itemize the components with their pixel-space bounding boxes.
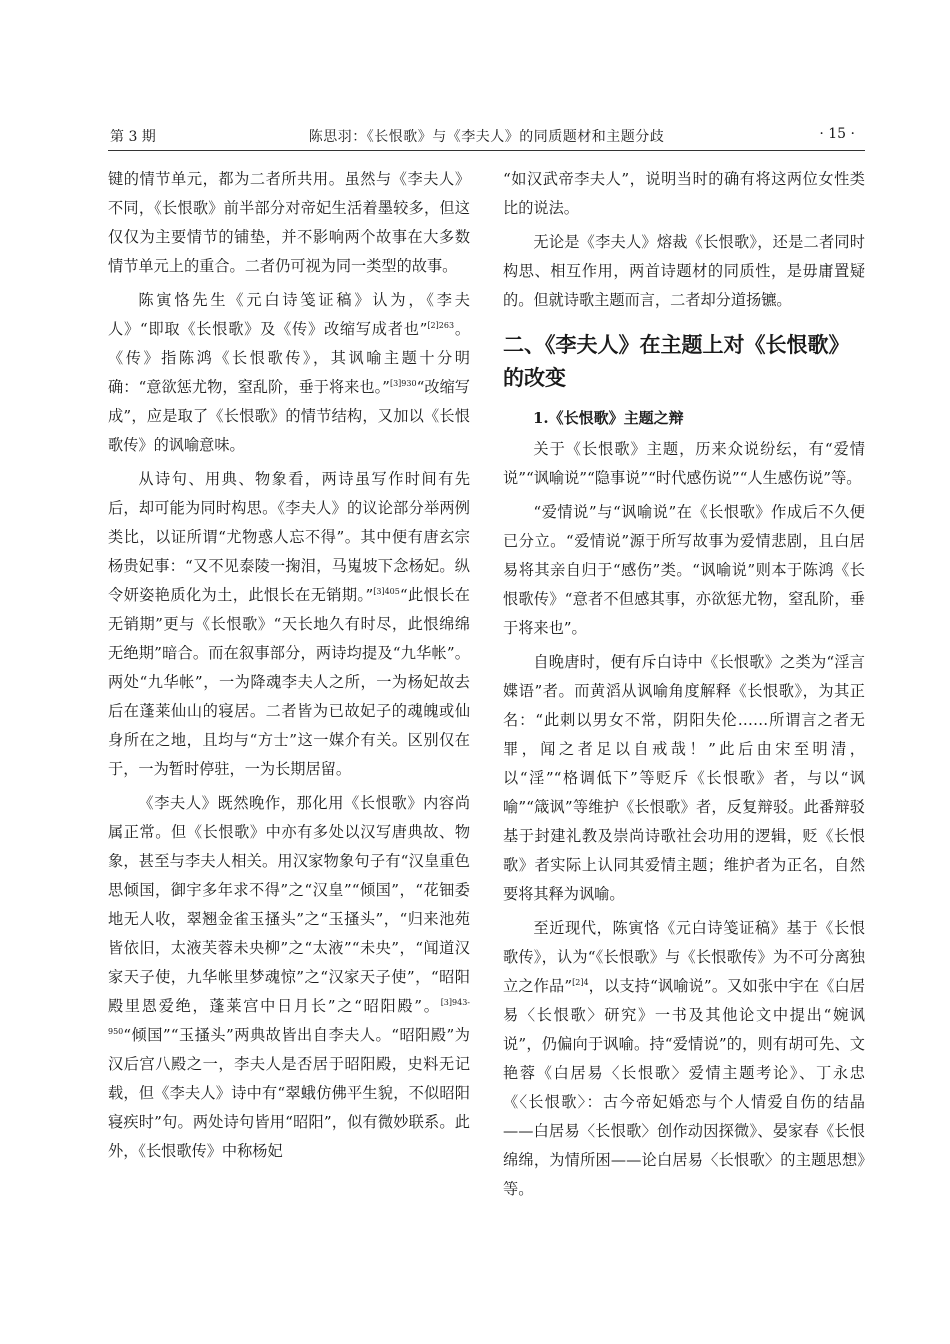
paragraph-text: 陈寅恪先生《元白诗笺证稿》认为，《李夫人》“即取《长恨歌》及《传》改缩写成者也” [108, 291, 470, 338]
paragraph: 自晚唐时，便有斥白诗中《长恨歌》之类为“淫言媟语”者。而黄滔从讽喻角度解释《长恨歌》，为其正名：“此刺以男女不常，阴阳失伦……所谓言之者无罪，闻之者足以自戒哉！”此后由宋至明清，以“淫”“格调低下”等贬斥《长恨歌》者，与以“讽喻”“箴讽”等维护《长恨歌》者，反复辩驳。此番辩驳基于封建礼教及崇尚诗歌社会功用的逻辑，贬《长恨歌》者实际上认同其爱情主题；维护者为正名，自然要将其释为讽喻。 [503, 653, 865, 903]
paragraph [108, 286, 470, 460]
citation-ref: [3]930 [389, 378, 417, 388]
right-column [503, 165, 865, 1209]
left-column [108, 165, 470, 1171]
paragraph-text: 至近现代，陈寅恪《元白诗笺证稿》基于《长恨歌传》，认为“《长恨歌》与《长恨歌传》为不可分离独立之作品” [503, 919, 865, 995]
citation-ref: [2]4 [572, 977, 589, 987]
section-heading: 二、《李夫人》在主题上对《长恨歌》的改变 [503, 333, 850, 390]
running-header [108, 124, 865, 151]
subsection-heading: 1.《长恨歌》主题之辩 [533, 409, 684, 427]
paragraph-text: ，以支持“讽喻说”。又如张中宇在《白居易〈长恨歌〉研究》一书及其他论文中提出“婉讽说”，仍偏向于讽喻。持“爱情说”的，则有胡可先、文艳蓉《白居易〈长恨歌〉爱情主题考论》、丁永忠《〈长恨歌〉：古今帝妃婚恋与个人情爱自伤的结晶——白居易〈长恨歌〉创作动因探微》、晏家春《长恨绵绵，为情所困——论白居易〈长恨歌〉的主题思想》等。 [503, 977, 866, 1198]
paragraph [108, 789, 470, 1166]
citation-ref: [2]263 [427, 320, 455, 330]
paragraph: “如汉武帝李夫人”，说明当时的确有将这两位女性类比的说法。 [503, 170, 865, 217]
paragraph: 键的情节单元，都为二者所共用。虽然与《李夫人》不同，《长恨歌》前半部分对帝妃生活着墨较多，但这仅仅为主要情节的铺垫，并不影响两个故事在大多数情节单元上的重合。二者仍可视为同一类型的故事。 [108, 170, 470, 275]
running-title: 陈思羽：《长恨歌》与《李夫人》的同质题材和主题分歧 [308, 129, 665, 145]
paragraph-text: 《李夫人》既然晚作，那化用《长恨歌》内容尚属正常。但《长恨歌》中亦有多处以汉写唐典故、物象，甚至与李夫人相关。用汉家物象句子有“汉皇重色思倾国，御宇多年求不得”之“汉皇”“倾国”，“花钿委地无人收，翠翘金雀玉搔头”之“玉搔头”，“归来池苑皆依旧，太液芙蓉未央柳”之“太液”“未央”，“闻道汉家天子使，九华帐里梦魂惊”之“汉家天子使”，“昭阳殿里恩爱绝，蓬莱宫中日月长”之“昭阳殿”。 [108, 794, 470, 1015]
paragraph: “爱情说”与“讽喻说”在《长恨歌》作成后不久便已分立。“爱情说”源于所写故事为爱情悲剧，且白居易将其亲自归于“感伤”类。“讽喻说”则本于陈鸿《长恨歌传》“意者不但感其事，亦欲惩尤物，窒乱阶，垂于将来也”。 [503, 503, 865, 637]
paragraph [503, 914, 865, 1204]
paragraph-text: “倾国”“玉搔头”两典故皆出自李夫人。“昭阳殿”为汉后宫八殿之一，李夫人是否居于昭阳殿，史料无记载，但《李夫人》诗中有“翠蛾仿佛平生貌，不似昭阳寝疾时”句。两处诗句皆用“昭阳”，似有微妙联系。此外，《长恨歌传》中称杨妃 [108, 1026, 470, 1160]
page-number: · 15 · [819, 126, 855, 142]
paragraph [108, 465, 470, 784]
issue-number: 第 3 期 [110, 129, 156, 145]
paragraph-text: 从诗句、用典、物象看，两诗虽写作时间有先后，却可能为同时构思。《李夫人》的议论部分举两例类比，以证所谓“尤物惑人忘不得”。其中便有唐玄宗杨贵妃事：“又不见泰陵一掬泪，马嵬坡下念杨妃。纵令妍姿艳质化为土，此恨长在无销期。” [108, 470, 470, 604]
paragraph-text: “改缩写成”，应是取了《长恨歌》的情节结构，又加以《长恨歌传》的讽喻意味。 [108, 378, 470, 454]
citation-ref: [3]405 [373, 586, 400, 596]
citation-ref: [3]943-950 [108, 997, 470, 1036]
paragraph-text: 。《传》指陈鸿《长恨歌传》，其讽喻主题十分明确：“意欲惩尤物，窒乱阶，垂于将来也。” [108, 320, 471, 396]
paragraph: 无论是《李夫人》熔裁《长恨歌》，还是二者同时构思、相互作用，两首诗题材的同质性，是毋庸置疑的。但就诗歌主题而言，二者却分道扬镳。 [503, 233, 865, 309]
paragraph: 关于《长恨歌》主题，历来众说纷纭，有“爱情说”“讽喻说”“隐事说”“时代感伤说”“人生感伤说”等。 [503, 440, 865, 487]
paragraph-text: “此恨长在无销期”更与《长恨歌》“天长地久有时尽，此恨绵绵无绝期”暗合。而在叙事部分，两诗均提及“九华帐”。两处“九华帐”，一为降魂李夫人之所，一为杨妃故去后在蓬莱仙山的寝居。二者皆为已故妃子的魂魄或仙身所在之地，且均与“方士”这一媒介有关。区别仅在于，一为暂时停驻，一为长期居留。 [108, 586, 470, 778]
